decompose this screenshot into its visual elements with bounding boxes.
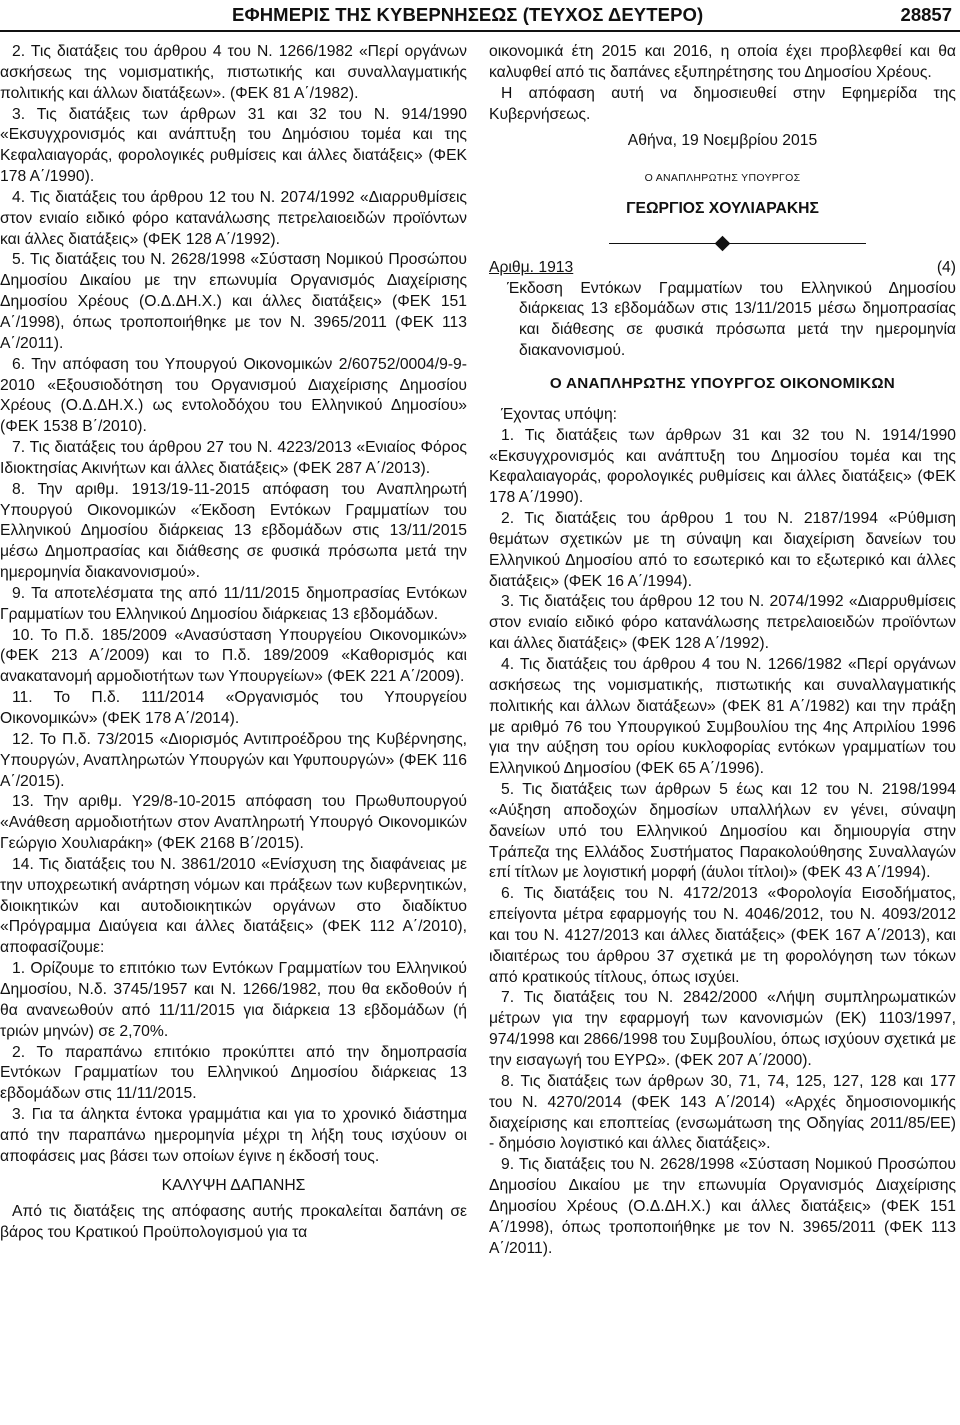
paragraph: 11. Το Π.δ. 111/2014 «Οργανισμός του Υπουργείου Οικονομικών» (ΦΕΚ 178 Α΄/2014). <box>0 689 467 727</box>
paragraph: 14. Τις διατάξεις του Ν. 3861/2010 «Ενίσχυση της διαφάνειας με την υποχρεωτική ανάρτηση νόμων και πράξεων των κυβερνητικών, διοικητικών και αυτοδιοικητικών οργάνων στο διαδίκτυο «Πρόγραμμα Διαύγεια και άλλες διατάξεις» (ΦΕΚ 112 Α΄/2010), αποφασίζουμε: <box>0 855 467 957</box>
paragraph: 5. Τις διατάξεις των άρθρων 5 έως και 12 του Ν. 2198/1994 «Αύξηση αποδοχών δημοσίων υπαλλήλων εν γένει, σύναψη δανείων υπό του Ελληνικού Δημοσίου και δημιουργία στην Τράπεζα της Ελλάδος Συστήματος Παρακολούθησης Συναλλαγών επί τίτλων με λογιστική μορφή (άυλοι τίτλοι)» (ΦΕΚ 43 Α΄/1994). <box>489 781 956 882</box>
page-header <box>0 0 960 34</box>
page-number: 28857 <box>900 4 952 25</box>
paragraph: 1. Τις διατάξεις των άρθρων 31 και 32 του Ν. 1914/1990 «Εκσυγχρονισμός και ανάπτυξη του Δημοσίου τομέα και της Κεφαλαιαγοράς, φορολογικές ρυθμίσεις και άλλες διατάξεις» (ΦΕΚ 178 Α΄/1990). <box>489 426 956 507</box>
decision-title: Έκδοση Εντόκων Γραμματίων του Ελληνικού Δημοσίου διάρκειας 13 εβδομάδων στις 13/11/2015 μέσω δημοπρασίας και διάθεσης σε φυσικά πρόσωπα μετά την ημερομηνία διακανονισμού. <box>507 279 956 360</box>
paragraph: 2. Το παραπάνω επιτόκιο προκύπτει από την δημοπρασία Εντόκων Γραμματίων του Ελληνικού Δημοσίου διάρκειας 13 εβδομάδων στις 11/11/2015. <box>0 1043 467 1103</box>
paragraph: 4. Τις διατάξεις του άρθρου 4 του Ν. 1266/1982 «Περί οργάνων ασκήσεως της νομισματικής, πιστωτικής και συναλλαγματικής πολιτικής και άλλων διατάξεων» (ΦΕΚ 81 Α΄/1982) και την πράξη με αριθμό 76 του Υπουργικού Συμβουλίου της 4ης Απριλίου 1996 για την αύξηση του ορίου κυκλοφορίας εντόκων γραμματίων του Ελληνικού Δημοσίου (ΦΕΚ 65 Α΄/1996). <box>489 655 956 778</box>
decision-number: Αριθμ. 1913 <box>489 258 574 276</box>
separator-divider <box>489 236 956 252</box>
left-column <box>0 42 467 1244</box>
paragraph: 5. Τις διατάξεις του Ν. 2628/1998 «Σύσταση Νομικού Προσώπου Δημοσίου Δικαίου με την επωνυμία Οργανισμός Διαχείρισης Δημοσίου Χρέους (Ο.Δ.ΔΗ.Χ.) και άλλες διατάξεις» (ΦΕΚ 151 Α΄/1998), όπως τροποποιήθηκε με τον Ν. 3965/2011 (ΦΕΚ 113 Α΄/2011). <box>0 251 467 352</box>
paragraph: 2. Τις διατάξεις του άρθρου 4 του Ν. 1266/1982 «Περί οργάνων ασκήσεως της νομισματικής, πιστωτικής και συναλλαγματικής πολιτικής και άλλων διατάξεων». (ΦΕΚ 81 Α΄/1982). <box>0 43 467 102</box>
paragraph: 7. Τις διατάξεις του Ν. 2842/2000 «Λήψη συμπληρωματικών μέτρων για την εφαρμογή των κανονισμών (ΕΚ) 1103/1997, 974/1998 και 2866/1998 του Συμβουλίου, όπως ισχύουν σχετικά με την εισαγωγή του ΕΥΡΩ». (ΦΕΚ 207 Α΄/2000). <box>489 989 956 1069</box>
paragraph: 4. Τις διατάξεις του άρθρου 12 του Ν. 2074/1992 «Διαρρυθμίσεις στον ενιαίο ειδικό φόρο κατανάλωσης πετρελαιοειδών προϊόντων και άλλες διατάξεις» (ΦΕΚ 128 Α΄/1992). <box>0 188 467 248</box>
closing-paragraph: Από τις διατάξεις της απόφασης αυτής προκαλείται δαπάνη σε βάρος του Κρατικού Προϋπολογισμού για τα <box>0 1203 467 1242</box>
continuation-paragraph: οικονομικά έτη 2015 και 2016, η οποία έχει προβλεφθεί και θα καλυφθεί από τις δαπάνες εξυπηρέτησης του Δημοσίου Χρέους. <box>489 43 956 81</box>
header-rule <box>0 30 960 32</box>
place-date: Αθήνα, 19 Νοεμβρίου 2015 <box>627 132 818 150</box>
paragraph: 8. Τις διατάξεις των άρθρων 30, 71, 74, 125, 127, 128 και 177 του Ν. 4270/2014 (ΦΕΚ 143 Α΄/2014) «Αρχές δημοσιονομικής διαχείρισης και εποπτείας (ενσωμάτωση της Οδηγίας 2011/85/ΕΕ) - δημόσιο λογιστικό και άλλες διατάξεις». <box>489 1072 956 1153</box>
paragraph: 1. Ορίζουμε το επιτόκιο των Εντόκων Γραμματίων του Ελληνικού Δημοσίου, Ν.δ. 3745/1957 και Ν. 1266/1982, που θα εκδοθούν ή θα ανανεωθούν από 11/11/2015 για διάρκεια 13 εβδομάδων (ή τριών μηνών) σε 2,70%. <box>0 960 467 1040</box>
paragraph: 10. Το Π.δ. 185/2009 «Ανασύσταση Υπουργείου Οικονομικών» (ΦΕΚ 213 Α΄/2009) και το Π.δ. 189/2009 «Καθορισμός και ανακατανομή αρμοδιοτήτων των Υπουργείων» (ΦΕΚ 221 Α΄/2009). <box>0 626 467 686</box>
paragraph: 3. Τις διατάξεις του άρθρου 12 του Ν. 2074/1992 «Διαρρυθμίσεις στον ενιαίο ειδικό φόρο κατανάλωσης πετρελαιοειδών προϊόντων και άλλες διατάξεις» (ΦΕΚ 128 Α΄/1992). <box>489 593 956 653</box>
signer-name: ΓΕΩΡΓΙΟΣ ΧΟΥΛΙΑΡΑΚΗΣ <box>626 200 819 218</box>
paragraph: 9. Τα αποτελέσματα της από 11/11/2015 δημοπρασίας Εντόκων Γραμματίων του Ελληνικού Δημοσίου διάρκειας 13 εβδομάδων. <box>0 584 467 623</box>
section-heading: ΚΑΛΥΨΗ ΔΑΠΑΝΗΣ <box>161 1176 306 1194</box>
paragraph: 3. Τις διατάξεις των άρθρων 31 και 32 του Ν. 914/1990 «Εκσυγχρονισμός και ανάπτυξη του Δημόσιου τομέα και της Κεφαλαιαγοράς, φορολογικές ρυθμίσεις και άλλες διατάξεις» (ΦΕΚ 178 Α΄/1990). <box>0 105 467 186</box>
paragraph: 6. Τις διατάξεις του Ν. 4172/2013 «Φορολογία Εισοδήματος, επείγοντα μέτρα εφαρμογής του Ν. 4046/2012, του Ν. 4093/2012 και του Ν. 4127/2013 και άλλες διατάξεις» (ΦΕΚ 167 Α΄/2013), και ιδιαιτέρως του άρθρου 37 σχετικά με τη φορολόγηση των τόκων από κρατικούς τίτλους, όπως ισχύει. <box>489 885 956 986</box>
paragraph: 13. Την αριθμ. Υ29/8-10-2015 απόφαση του Πρωθυπουργού «Ανάθεση αρμοδιοτήτων στον Αναπληρωτή Υπουργό Οικονομικών Γεώργιο Χουλιαράκη» (ΦΕΚ 2168 Β΄/2015). <box>0 793 467 853</box>
signer-role: Ο ΑΝΑΠΛΗΡΩΤΗΣ ΥΠΟΥΡΓΟΣ <box>644 171 801 184</box>
decision-number-row <box>489 258 956 279</box>
paragraph: 8. Την αριθμ. 1913/19-11-2015 απόφαση του Αναπληρωτή Υπουργού Οικονομικών «Έκδοση Εντόκων Γραμματίων του Ελληνικού Δημοσίου διάρκειας 13 εβδομάδων στις 13/11/2015 μέσω Δημοπρασίας και διάθεσης σε φυσικά πρόσωπα μετά την ημερομηνία διακανονισμού». <box>0 480 467 582</box>
authority-heading: Ο ΑΝΑΠΛΗΡΩΤΗΣ ΥΠΟΥΡΓΟΣ ΟΙΚΟΝΟΜΙΚΩΝ <box>549 375 896 392</box>
paragraph: 9. Τις διατάξεις του Ν. 2628/1998 «Σύσταση Νομικού Προσώπου Δημοσίου Δικαίου με την επωνυμία Οργανισμός Διαχείρισης Δημοσίου Χρέους (Ο.Δ.ΔΗ.Χ.) και άλλες διατάξεις» (ΦΕΚ 151 Α΄/1998), όπως τροποποιήθηκε με τον Ν. 3965/2011 (ΦΕΚ 113 Α΄/2011). <box>489 1156 956 1257</box>
gazette-title: ΕΦΗΜΕΡΙΣ ΤΗΣ ΚΥΒΕΡΝΗΣΕΩΣ (ΤΕΥΧΟΣ ΔΕΥΤΕΡΟ) <box>232 4 704 25</box>
right-column <box>489 42 956 1259</box>
paragraph: 3. Για τα άληκτα έντοκα γραμμάτια και για το χρονικό διάστημα από την παραπάνω ημερομηνία μέχρι τη λήξη τους ισχύουν οι αποφάσεις μας βάσει των οποίων έγινε η έκδοσή τους. <box>0 1106 467 1165</box>
paragraph: 6. Την απόφαση του Υπουργού Οικονομικών 2/60752/0004/9-9-2010 «Εξουσιοδότηση του Οργανισμού Διαχείρισης Δημοσίου Χρέους (Ο.Δ.ΔΗ.Χ.) ως εντολοδόχου του Ελληνικού Δημοσίου» (ΦΕΚ 1538 Β΄/2010). <box>0 355 467 436</box>
decision-index: (4) <box>936 258 956 276</box>
paragraph: 2. Τις διατάξεις του άρθρου 1 του Ν. 2187/1994 «Ρύθμιση θεμάτων σχετικών με τη σύναψη και διαχείριση δανείων του Ελληνικού Δημοσίου από το εσωτερικό και το εξωτερικό και άλλες διατάξεις» (ΦΕΚ 16 Α΄/1994). <box>489 510 956 590</box>
paragraph: 7. Τις διατάξεις του άρθρου 27 του Ν. 4223/2013 «Ενιαίος Φόρος Ιδιοκτησίας Ακινήτων και άλλες διατάξεις» (ΦΕΚ 287 Α΄/2013). <box>0 439 467 477</box>
having-regard: Έχοντας υπόψη: <box>501 405 618 423</box>
publication-paragraph: Η απόφαση αυτή να δημοσιευθεί στην Εφημερίδα της Κυβερνήσεως. <box>489 84 956 123</box>
diamond-icon <box>715 236 731 252</box>
separator-line <box>609 243 866 245</box>
paragraph: 12. Το Π.δ. 73/2015 «Διορισμός Αντιπροέδρου της Κυβέρνησης, Υπουργών, Αναπληρωτών Υπουργών και Υφυπουργών» (ΦΕΚ 116 Α΄/2015). <box>0 730 467 790</box>
